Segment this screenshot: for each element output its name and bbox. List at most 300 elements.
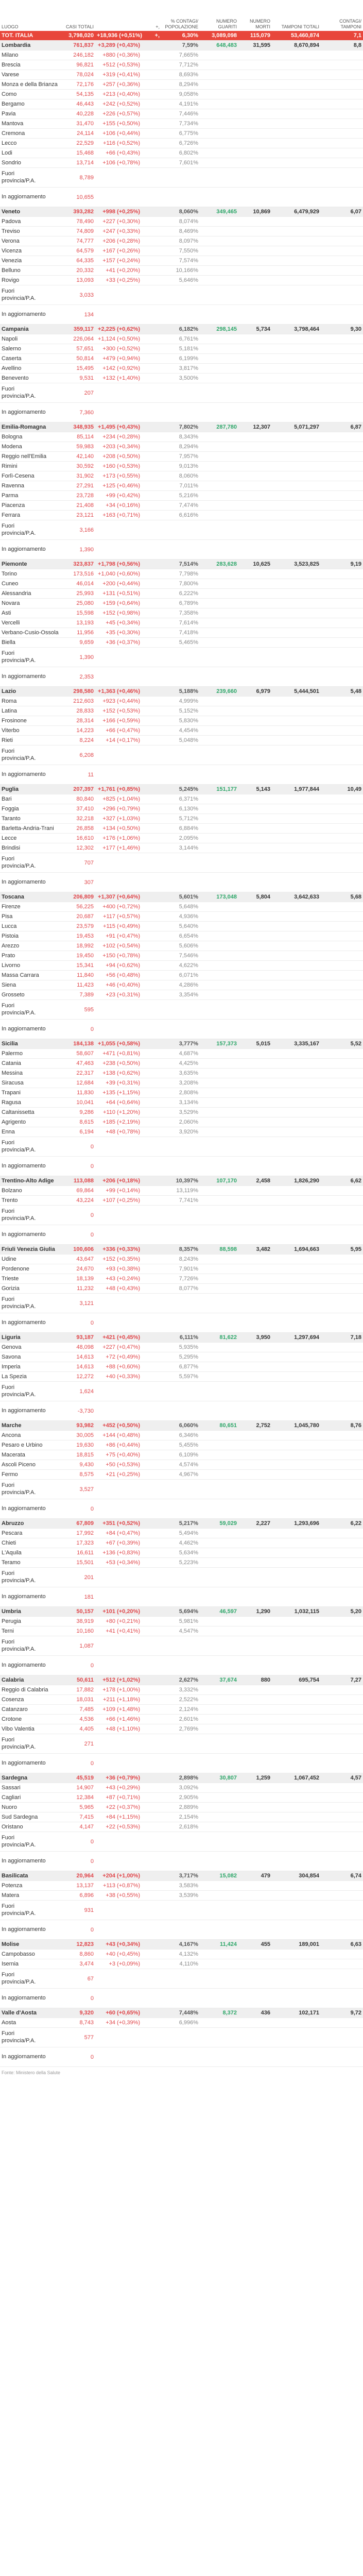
province-row[interactable]	[0, 354, 363, 364]
cases-population-pct: 6,789%	[179, 600, 198, 606]
cases-total: 8,224	[79, 737, 94, 743]
province-row[interactable]	[0, 1362, 363, 1372]
cases-tests-ratio: 8,76	[350, 1422, 361, 1429]
province-row[interactable]	[0, 1440, 363, 1450]
place-name: Brindisi	[2, 845, 21, 851]
tests-total: 3,798,464	[294, 326, 319, 332]
place-name: Fuori provincia/P.A.	[2, 1971, 36, 1985]
province-row[interactable]	[0, 70, 363, 80]
province-row[interactable]	[0, 745, 363, 765]
province-row[interactable]	[0, 873, 363, 892]
cases-total: 11,830	[77, 1090, 94, 1096]
cases-total: 6,208	[79, 752, 94, 758]
region-row[interactable]	[0, 687, 363, 697]
total-row[interactable]	[0, 31, 363, 41]
place-name: Rimini	[2, 463, 18, 469]
province-row[interactable]	[0, 824, 363, 834]
province-row[interactable]	[0, 589, 363, 599]
cases-total: 201	[84, 1574, 94, 1581]
province-row[interactable]	[0, 1783, 363, 1793]
province-row[interactable]	[0, 305, 363, 325]
place-name: Vicenza	[2, 248, 22, 254]
cases-population-pct: 4,425%	[179, 1060, 198, 1066]
cases-population-pct: 6,30%	[182, 32, 198, 39]
place-name: Alessandria	[2, 590, 31, 597]
province-row[interactable]	[0, 403, 363, 422]
province-row[interactable]	[0, 1480, 363, 1499]
province-row[interactable]	[0, 1558, 363, 1568]
province-row[interactable]	[0, 1470, 363, 1480]
cases-delta: +242 (+0,52%)	[102, 101, 140, 107]
cases-pct: +,	[154, 32, 160, 39]
province-row[interactable]	[0, 794, 363, 804]
cases-total: 9,659	[79, 639, 94, 646]
province-row[interactable]	[0, 1078, 363, 1088]
province-row[interactable]	[0, 80, 363, 90]
place-name: Emilia-Romagna	[2, 424, 46, 430]
province-row[interactable]	[0, 736, 363, 745]
place-name: Sondrio	[2, 160, 21, 166]
header-casi[interactable]: CASI TOTALI	[65, 24, 94, 29]
province-row[interactable]	[0, 716, 363, 726]
tests-total: 3,642,633	[294, 894, 319, 900]
cases-total: 28,314	[76, 718, 94, 724]
cases-population-pct: 4,547%	[179, 1628, 198, 1634]
cases-total: 3,474	[79, 1961, 94, 1967]
cases-population-pct: 7,358%	[179, 610, 198, 616]
cases-population-pct: 6,726%	[179, 140, 198, 146]
region-row[interactable]	[0, 1176, 363, 1186]
province-row[interactable]	[0, 2018, 363, 2028]
province-row[interactable]	[0, 1656, 363, 1675]
place-name: Caserta	[2, 355, 22, 362]
place-name: Genova	[2, 1344, 22, 1350]
province-row[interactable]	[0, 1754, 363, 1773]
place-name: In aggiornamento	[2, 1319, 46, 1326]
province-row[interactable]	[0, 1695, 363, 1705]
cases-population-pct: 7,741%	[179, 1197, 198, 1204]
cases-tests-ratio: 9,72	[350, 2010, 361, 2016]
province-row[interactable]	[0, 60, 363, 70]
cases-total: 30,005	[76, 1432, 94, 1438]
place-name: Cagliari	[2, 1794, 21, 1801]
cases-delta: +234 (+0,28%)	[102, 434, 140, 440]
province-row[interactable]	[0, 1548, 363, 1558]
cases-delta: +336 (+0,33%)	[102, 1246, 140, 1252]
region-row[interactable]	[0, 1607, 363, 1617]
province-row[interactable]	[0, 1225, 363, 1245]
region-row[interactable]	[0, 1675, 363, 1685]
cases-population-pct: 8,077%	[179, 1285, 198, 1292]
province-row[interactable]	[0, 971, 363, 980]
province-row[interactable]	[0, 168, 363, 188]
province-row[interactable]	[0, 99, 363, 109]
province-row[interactable]	[0, 1117, 363, 1127]
province-row[interactable]	[0, 139, 363, 148]
province-row[interactable]	[0, 648, 363, 667]
province-row[interactable]	[0, 1803, 363, 1812]
province-row[interactable]	[0, 285, 363, 305]
province-row[interactable]	[0, 1401, 363, 1421]
province-row[interactable]	[0, 1000, 363, 1020]
province-row[interactable]	[0, 1343, 363, 1352]
province-row[interactable]	[0, 853, 363, 873]
cases-population-pct: 6,109%	[179, 1452, 198, 1458]
province-row[interactable]	[0, 374, 363, 383]
place-name: Messina	[2, 1070, 23, 1076]
cases-total: 13,137	[76, 1883, 94, 1889]
header-tamponi[interactable]: TAMPONI TOTALI	[281, 24, 319, 29]
place-name: Venezia	[2, 258, 22, 264]
cases-delta: +421 (+0,45%)	[102, 1334, 140, 1341]
province-row[interactable]	[0, 1108, 363, 1117]
province-row[interactable]	[0, 129, 363, 139]
province-row[interactable]	[0, 1460, 363, 1470]
province-row[interactable]	[0, 1264, 363, 1274]
place-name: Sassari	[2, 1785, 21, 1791]
province-row[interactable]	[0, 1852, 363, 1871]
healed-count: 239,660	[216, 688, 237, 694]
province-row[interactable]	[0, 1059, 363, 1069]
province-row[interactable]	[0, 2028, 363, 2047]
cases-population-pct: 6,884%	[179, 825, 198, 832]
region-row[interactable]	[0, 1871, 363, 1881]
cases-total: 348,935	[73, 424, 94, 430]
province-row[interactable]	[0, 491, 363, 501]
region-row[interactable]	[0, 2008, 363, 2018]
deaths-count: 10,869	[253, 209, 270, 215]
cases-total: 0	[90, 1319, 94, 1326]
province-row[interactable]	[0, 902, 363, 912]
province-row[interactable]	[0, 540, 363, 560]
cases-total: 9,531	[79, 375, 94, 381]
place-name: Lodi	[2, 150, 12, 156]
region-row[interactable]	[0, 1940, 363, 1950]
province-row[interactable]	[0, 1568, 363, 1587]
region-row[interactable]	[0, 1333, 363, 1343]
province-row[interactable]	[0, 599, 363, 608]
province-row[interactable]	[0, 1587, 363, 1607]
province-row[interactable]	[0, 1352, 363, 1362]
province-row[interactable]	[0, 726, 363, 736]
place-name: Valle d'Aosta	[2, 2010, 37, 2016]
cases-total: 57,651	[76, 346, 94, 352]
province-row[interactable]	[0, 1284, 363, 1294]
province-row[interactable]	[0, 912, 363, 922]
cases-population-pct: 7,665%	[179, 52, 198, 58]
cases-delta: +34 (+0,16%)	[106, 502, 140, 509]
place-name: Massa Carrara	[2, 972, 39, 978]
cases-population-pct: 7,802%	[179, 424, 198, 430]
place-name: Parma	[2, 493, 19, 499]
tests-total: 102,171	[299, 2010, 319, 2016]
province-row[interactable]	[0, 1822, 363, 1832]
cases-tests-ratio: 5,48	[350, 688, 361, 694]
place-name: In aggiornamento	[2, 1926, 46, 1933]
province-row[interactable]	[0, 1529, 363, 1538]
province-row[interactable]	[0, 990, 363, 1000]
province-row[interactable]	[0, 471, 363, 481]
province-row[interactable]	[0, 1274, 363, 1284]
province-row[interactable]	[0, 1969, 363, 1989]
province-row[interactable]	[0, 2047, 363, 2067]
province-row[interactable]	[0, 1294, 363, 1313]
region-row[interactable]	[0, 41, 363, 50]
region-row[interactable]	[0, 1245, 363, 1255]
province-row[interactable]	[0, 1049, 363, 1059]
cases-total: 307	[84, 879, 94, 886]
cases-total: 207,397	[73, 786, 94, 792]
deaths-count: 479	[261, 1873, 270, 1879]
cases-delta: +471 (+0,81%)	[102, 1050, 140, 1057]
tests-total: 1,694,663	[294, 1246, 319, 1252]
province-row[interactable]	[0, 1137, 363, 1157]
place-name: Bolzano	[2, 1188, 22, 1194]
province-row[interactable]	[0, 462, 363, 471]
province-row[interactable]	[0, 90, 363, 99]
place-name: In aggiornamento	[2, 193, 46, 200]
province-row[interactable]	[0, 1382, 363, 1401]
region-row[interactable]	[0, 1519, 363, 1529]
cases-population-pct: 4,462%	[179, 1540, 198, 1546]
region-row[interactable]	[0, 785, 363, 794]
province-row[interactable]	[0, 334, 363, 344]
province-row[interactable]	[0, 1626, 363, 1636]
province-row[interactable]	[0, 765, 363, 785]
province-row[interactable]	[0, 1920, 363, 1940]
province-row[interactable]	[0, 697, 363, 706]
cases-total: 11,232	[77, 1285, 94, 1292]
region-row[interactable]	[0, 1773, 363, 1783]
province-row[interactable]	[0, 1881, 363, 1891]
cases-population-pct: 7,798%	[179, 571, 198, 577]
province-row[interactable]	[0, 931, 363, 941]
cases-total: 17,882	[76, 1687, 94, 1693]
cases-total: 42,140	[76, 453, 94, 460]
province-row[interactable]	[0, 1313, 363, 1333]
deaths-count: 2,752	[256, 1422, 270, 1429]
province-row[interactable]	[0, 1372, 363, 1382]
header-morti[interactable]: NUMERO MORTI	[250, 19, 270, 29]
cases-population-pct: 5,048%	[179, 737, 198, 743]
province-row[interactable]	[0, 256, 363, 266]
province-row[interactable]	[0, 1989, 363, 2008]
place-name: Potenza	[2, 1883, 23, 1889]
province-row[interactable]	[0, 1206, 363, 1225]
province-row[interactable]	[0, 364, 363, 374]
province-row[interactable]	[0, 843, 363, 853]
cases-delta: +203 (+0,34%)	[102, 444, 140, 450]
place-name: Vercelli	[2, 620, 20, 626]
header-contagi-tamponi[interactable]: CONTAGI/ TAMPONI	[339, 19, 361, 29]
cases-population-pct: 7,448%	[179, 2010, 198, 2016]
cases-population-pct: 7,011%	[179, 483, 198, 489]
cases-total: 0	[90, 1838, 94, 1845]
province-row[interactable]	[0, 961, 363, 971]
province-row[interactable]	[0, 276, 363, 285]
place-name: Foggia	[2, 806, 19, 812]
tests-total: 53,460,874	[290, 32, 319, 39]
place-name: In aggiornamento	[2, 546, 46, 552]
province-row[interactable]	[0, 1891, 363, 1901]
cases-population-pct: 8,060%	[179, 473, 198, 479]
province-row[interactable]	[0, 1793, 363, 1803]
cases-delta: +125 (+0,46%)	[102, 483, 140, 489]
region-row[interactable]	[0, 892, 363, 902]
province-row[interactable]	[0, 1812, 363, 1822]
province-row[interactable]	[0, 344, 363, 354]
cases-total: 761,837	[73, 42, 94, 48]
cases-delta: +101 (+0,20%)	[102, 1608, 140, 1615]
province-row[interactable]	[0, 217, 363, 227]
province-row[interactable]	[0, 501, 363, 511]
cases-population-pct: 3,539%	[179, 1892, 198, 1899]
province-row[interactable]	[0, 1715, 363, 1724]
province-row[interactable]	[0, 638, 363, 648]
province-row[interactable]	[0, 119, 363, 129]
province-row[interactable]	[0, 804, 363, 814]
region-row[interactable]	[0, 325, 363, 334]
header-luogo[interactable]: LUOGO	[2, 24, 19, 29]
deaths-count: 455	[261, 1941, 270, 1947]
province-row[interactable]	[0, 1724, 363, 1734]
province-row[interactable]	[0, 158, 363, 168]
province-row[interactable]	[0, 814, 363, 824]
healed-count: 283,628	[216, 561, 237, 567]
province-row[interactable]	[0, 618, 363, 628]
province-row[interactable]	[0, 1088, 363, 1098]
cases-population-pct: 6,877%	[179, 1364, 198, 1370]
cases-total: 206,809	[73, 894, 94, 900]
cases-total: 40,228	[76, 111, 94, 117]
place-name: Prato	[2, 953, 15, 959]
cases-total: 25,080	[76, 600, 94, 606]
province-row[interactable]	[0, 1450, 363, 1460]
cases-total: 69,864	[76, 1188, 94, 1194]
province-row[interactable]	[0, 266, 363, 276]
place-name: Campania	[2, 326, 29, 332]
region-row[interactable]	[0, 207, 363, 217]
province-row[interactable]	[0, 383, 363, 403]
province-row[interactable]	[0, 452, 363, 462]
tests-total: 3,335,167	[294, 1041, 319, 1047]
province-row[interactable]	[0, 951, 363, 961]
province-row[interactable]	[0, 520, 363, 540]
cases-total: 19,453	[76, 933, 94, 939]
healed-count: 88,598	[219, 1246, 237, 1252]
province-row[interactable]	[0, 1157, 363, 1176]
province-row[interactable]	[0, 1950, 363, 1959]
cases-total: 46,443	[76, 101, 94, 107]
place-name: Napoli	[2, 336, 18, 342]
cases-total: 93,187	[76, 1334, 94, 1341]
place-name: Macerata	[2, 1452, 25, 1458]
province-row[interactable]	[0, 188, 363, 207]
place-name: Firenze	[2, 904, 21, 910]
province-row[interactable]	[0, 442, 363, 452]
region-row[interactable]	[0, 1039, 363, 1049]
province-row[interactable]	[0, 1832, 363, 1852]
province-row[interactable]	[0, 227, 363, 236]
cases-total: 9,286	[79, 1109, 94, 1115]
province-row[interactable]	[0, 834, 363, 843]
province-row[interactable]	[0, 246, 363, 256]
tests-total: 6,479,929	[294, 209, 319, 215]
province-row[interactable]	[0, 50, 363, 60]
province-row[interactable]	[0, 1431, 363, 1440]
province-row[interactable]	[0, 1538, 363, 1548]
cases-delta: +351 (+0,52%)	[102, 1520, 140, 1527]
cases-delta: +109 (+1,48%)	[102, 1706, 140, 1713]
province-row[interactable]	[0, 922, 363, 931]
region-row[interactable]	[0, 1421, 363, 1431]
place-name: Piacenza	[2, 502, 25, 509]
place-name: Fuori provincia/P.A.	[2, 1638, 36, 1652]
province-row[interactable]	[0, 980, 363, 990]
province-row[interactable]	[0, 706, 363, 716]
province-row[interactable]	[0, 579, 363, 589]
province-row[interactable]	[0, 1499, 363, 1519]
province-row[interactable]	[0, 1959, 363, 1969]
cases-total: 30,592	[76, 463, 94, 469]
province-row[interactable]	[0, 1636, 363, 1656]
province-row[interactable]	[0, 667, 363, 687]
cases-delta: +3,289 (+0,43%)	[98, 42, 140, 48]
province-row[interactable]	[0, 1617, 363, 1626]
province-row[interactable]	[0, 1734, 363, 1754]
province-row[interactable]	[0, 1098, 363, 1108]
region-row[interactable]	[0, 422, 363, 432]
province-row[interactable]	[0, 148, 363, 158]
province-row[interactable]	[0, 432, 363, 442]
province-row[interactable]	[0, 481, 363, 491]
header-guariti[interactable]: NUMERO GUARITI	[216, 19, 237, 29]
province-row[interactable]	[0, 1901, 363, 1920]
province-row[interactable]	[0, 941, 363, 951]
province-row[interactable]	[0, 511, 363, 520]
cases-population-pct: 2,124%	[179, 1706, 198, 1713]
province-row[interactable]	[0, 1069, 363, 1078]
cases-population-pct: 7,726%	[179, 1276, 198, 1282]
cases-total: 23,579	[76, 923, 94, 929]
province-row[interactable]	[0, 569, 363, 579]
province-row[interactable]	[0, 1685, 363, 1695]
province-row[interactable]	[0, 1127, 363, 1137]
cases-tests-ratio: 5,95	[350, 1246, 361, 1252]
place-name: In aggiornamento	[2, 878, 46, 885]
cases-delta: +512 (+0,53%)	[102, 62, 140, 68]
cases-total: 0	[90, 1026, 94, 1032]
province-row[interactable]	[0, 236, 363, 246]
province-row[interactable]	[0, 1020, 363, 1039]
cases-delta: +1,040 (+0,60%)	[98, 571, 140, 577]
region-row[interactable]	[0, 560, 363, 569]
cases-population-pct: 5,295%	[179, 1354, 198, 1360]
province-row[interactable]	[0, 1255, 363, 1264]
province-row[interactable]	[0, 1186, 363, 1196]
province-row[interactable]	[0, 608, 363, 618]
cases-population-pct: 6,060%	[179, 1422, 198, 1429]
province-row[interactable]	[0, 628, 363, 638]
province-row[interactable]	[0, 109, 363, 119]
healed-count: 8,372	[222, 2010, 237, 2016]
place-name: Chieti	[2, 1540, 16, 1546]
province-row[interactable]	[0, 1705, 363, 1715]
header-pct7[interactable]: +,	[155, 24, 160, 29]
header-contagi-popolazione[interactable]: % CONTAGI/ POPOLAZIONE	[165, 19, 198, 29]
cases-population-pct: 3,092%	[179, 1785, 198, 1791]
province-row[interactable]	[0, 1196, 363, 1206]
